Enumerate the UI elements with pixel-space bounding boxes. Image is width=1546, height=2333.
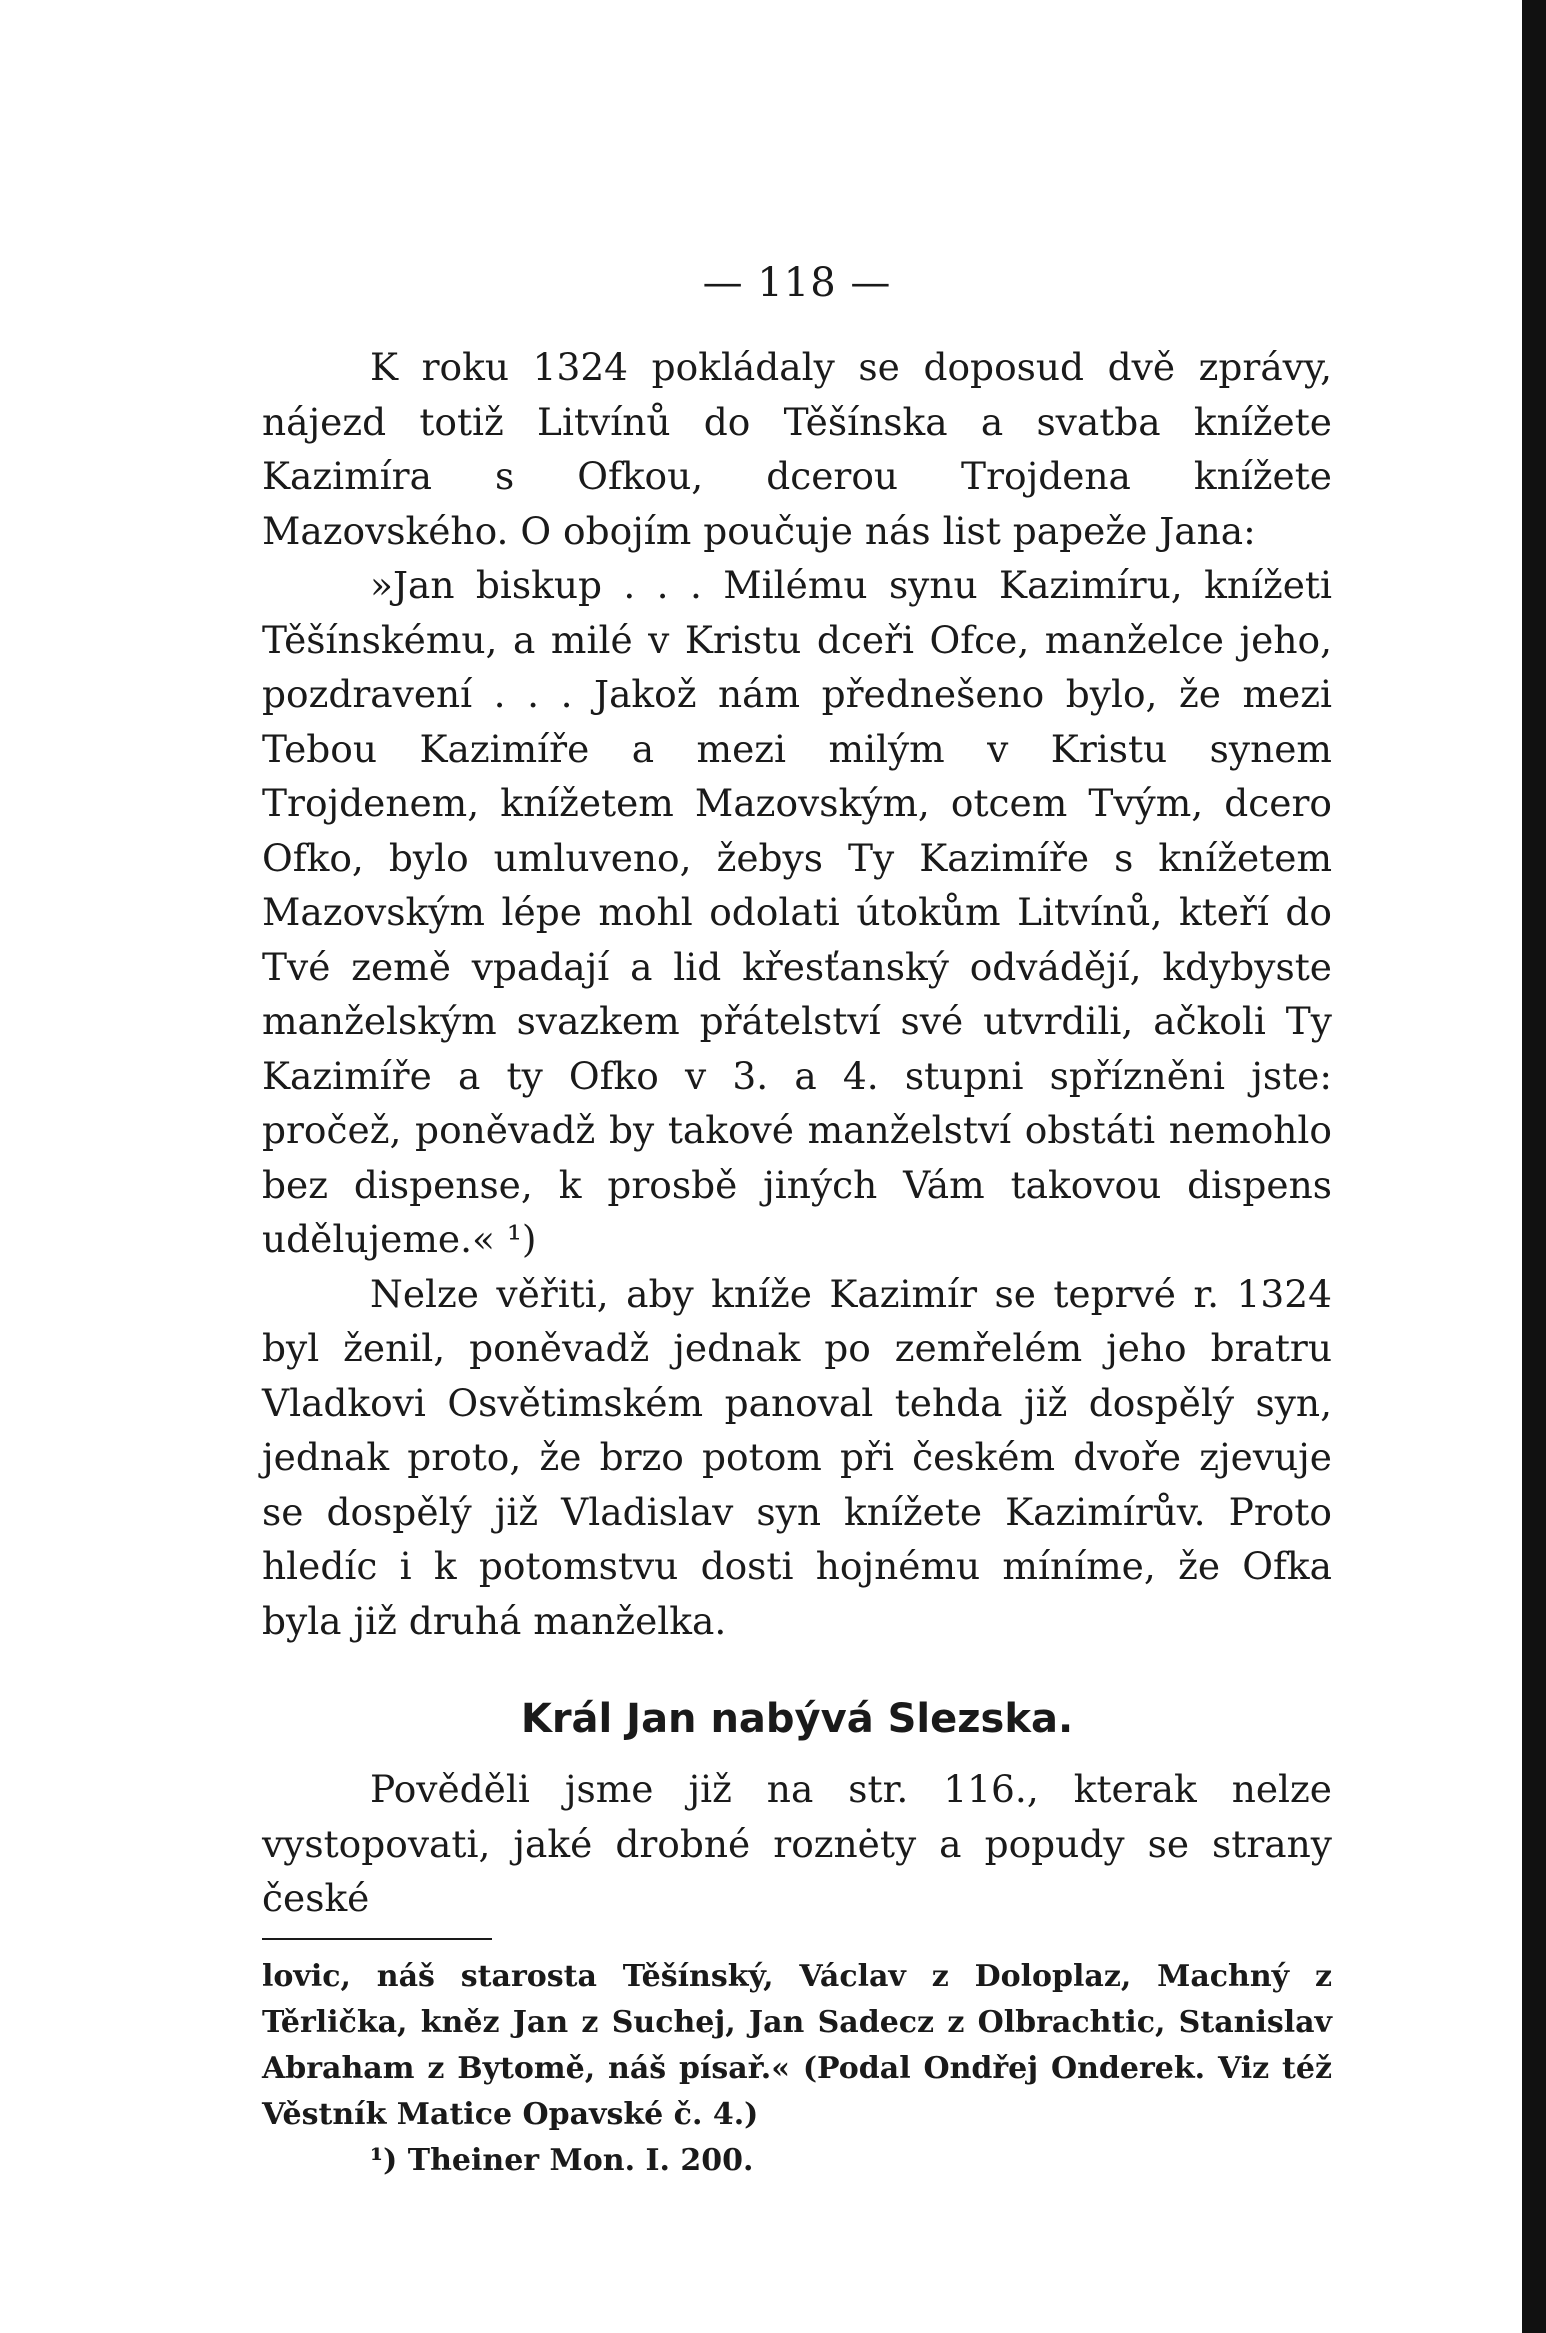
paragraph-4: Pověděli jsme již na str. 116., kterak nelze vystopovati, jaké drobné roznėty a popudy se strany české [262,1767,1332,1920]
page-number: — 118 — [702,260,892,306]
text-block [262,260,1332,2184]
section-heading: Král Jan nabývá Slezska. [520,1696,1074,1742]
paragraph-3: Nelze věřiti, aby kníže Kazimír se teprvé r. 1324 byl ženil, poněvadž jednak po zemřelém jeho bratru Vladkovi Osvětimském panoval tehda již dospělý syn, jednak proto, že brzo potom při českém dvoře zjevuje se dospělý již Vladislav syn knížete Kazimírův. Proto hledíc i k potomstvu dosti hojnému míníme, že Ofka byla již druhá manželka. [262,1271,1332,1643]
footnote-divider [262,1938,492,1940]
footnote-continued: lovic, náš starosta Těšínský, Václav z Doloplaz, Machný z Těrlička, kněz Jan z Suchej, Jan Sadecz z Olbrachtic, Stanislav Abraham z Bytomě, náš písař.« (Podal Ondřej Onderek. Viz též Věstník Matice Opavské č. 4.) [262,1958,1332,2132]
paragraph-2: »Jan biskup . . . Milému synu Kazimíru, knížeti Těšínskému, a milé v Kristu dceři Ofce, manželce jeho, pozdravení . . . Jakož nám přednešeno bylo, že mezi Tebou Kazimíře a mezi milým v Kristu synem Trojdenem, knížetem Mazovským, otcem Tvým, dcero Ofko, bylo umluveno, žebys Ty Kazimíře s knížetem Mazovským lépe mohl odolati útokům Litvínů, kteří do Tvé země vpadají a lid křesťanský odvádějí, kdybyste manželským svazkem přátelství své utvrdili, ačkoli Ty Kazimíře a ty Ofko v 3. a 4. stupni spřízněni jste: pročež, poněvadž by takové manželství obstáti nemohlo bez dispense, k prosbě jiných Vám takovou dispens udělujeme.« ¹) [262,563,1332,1261]
paragraph-1: K roku 1324 pokládaly se doposud dvě zprávy, nájezd totiž Litvínů do Těšínska a svatba knížete Kazimíra s Ofkou, dcerou Trojdena knížete Mazovského. O obojím poučuje nás list papeže Jana: [262,345,1332,553]
footnotes [262,1938,1332,2184]
footnote-1: ¹) Theiner Mon. I. 200. [370,2142,754,2178]
scan-edge [1522,0,1546,2333]
